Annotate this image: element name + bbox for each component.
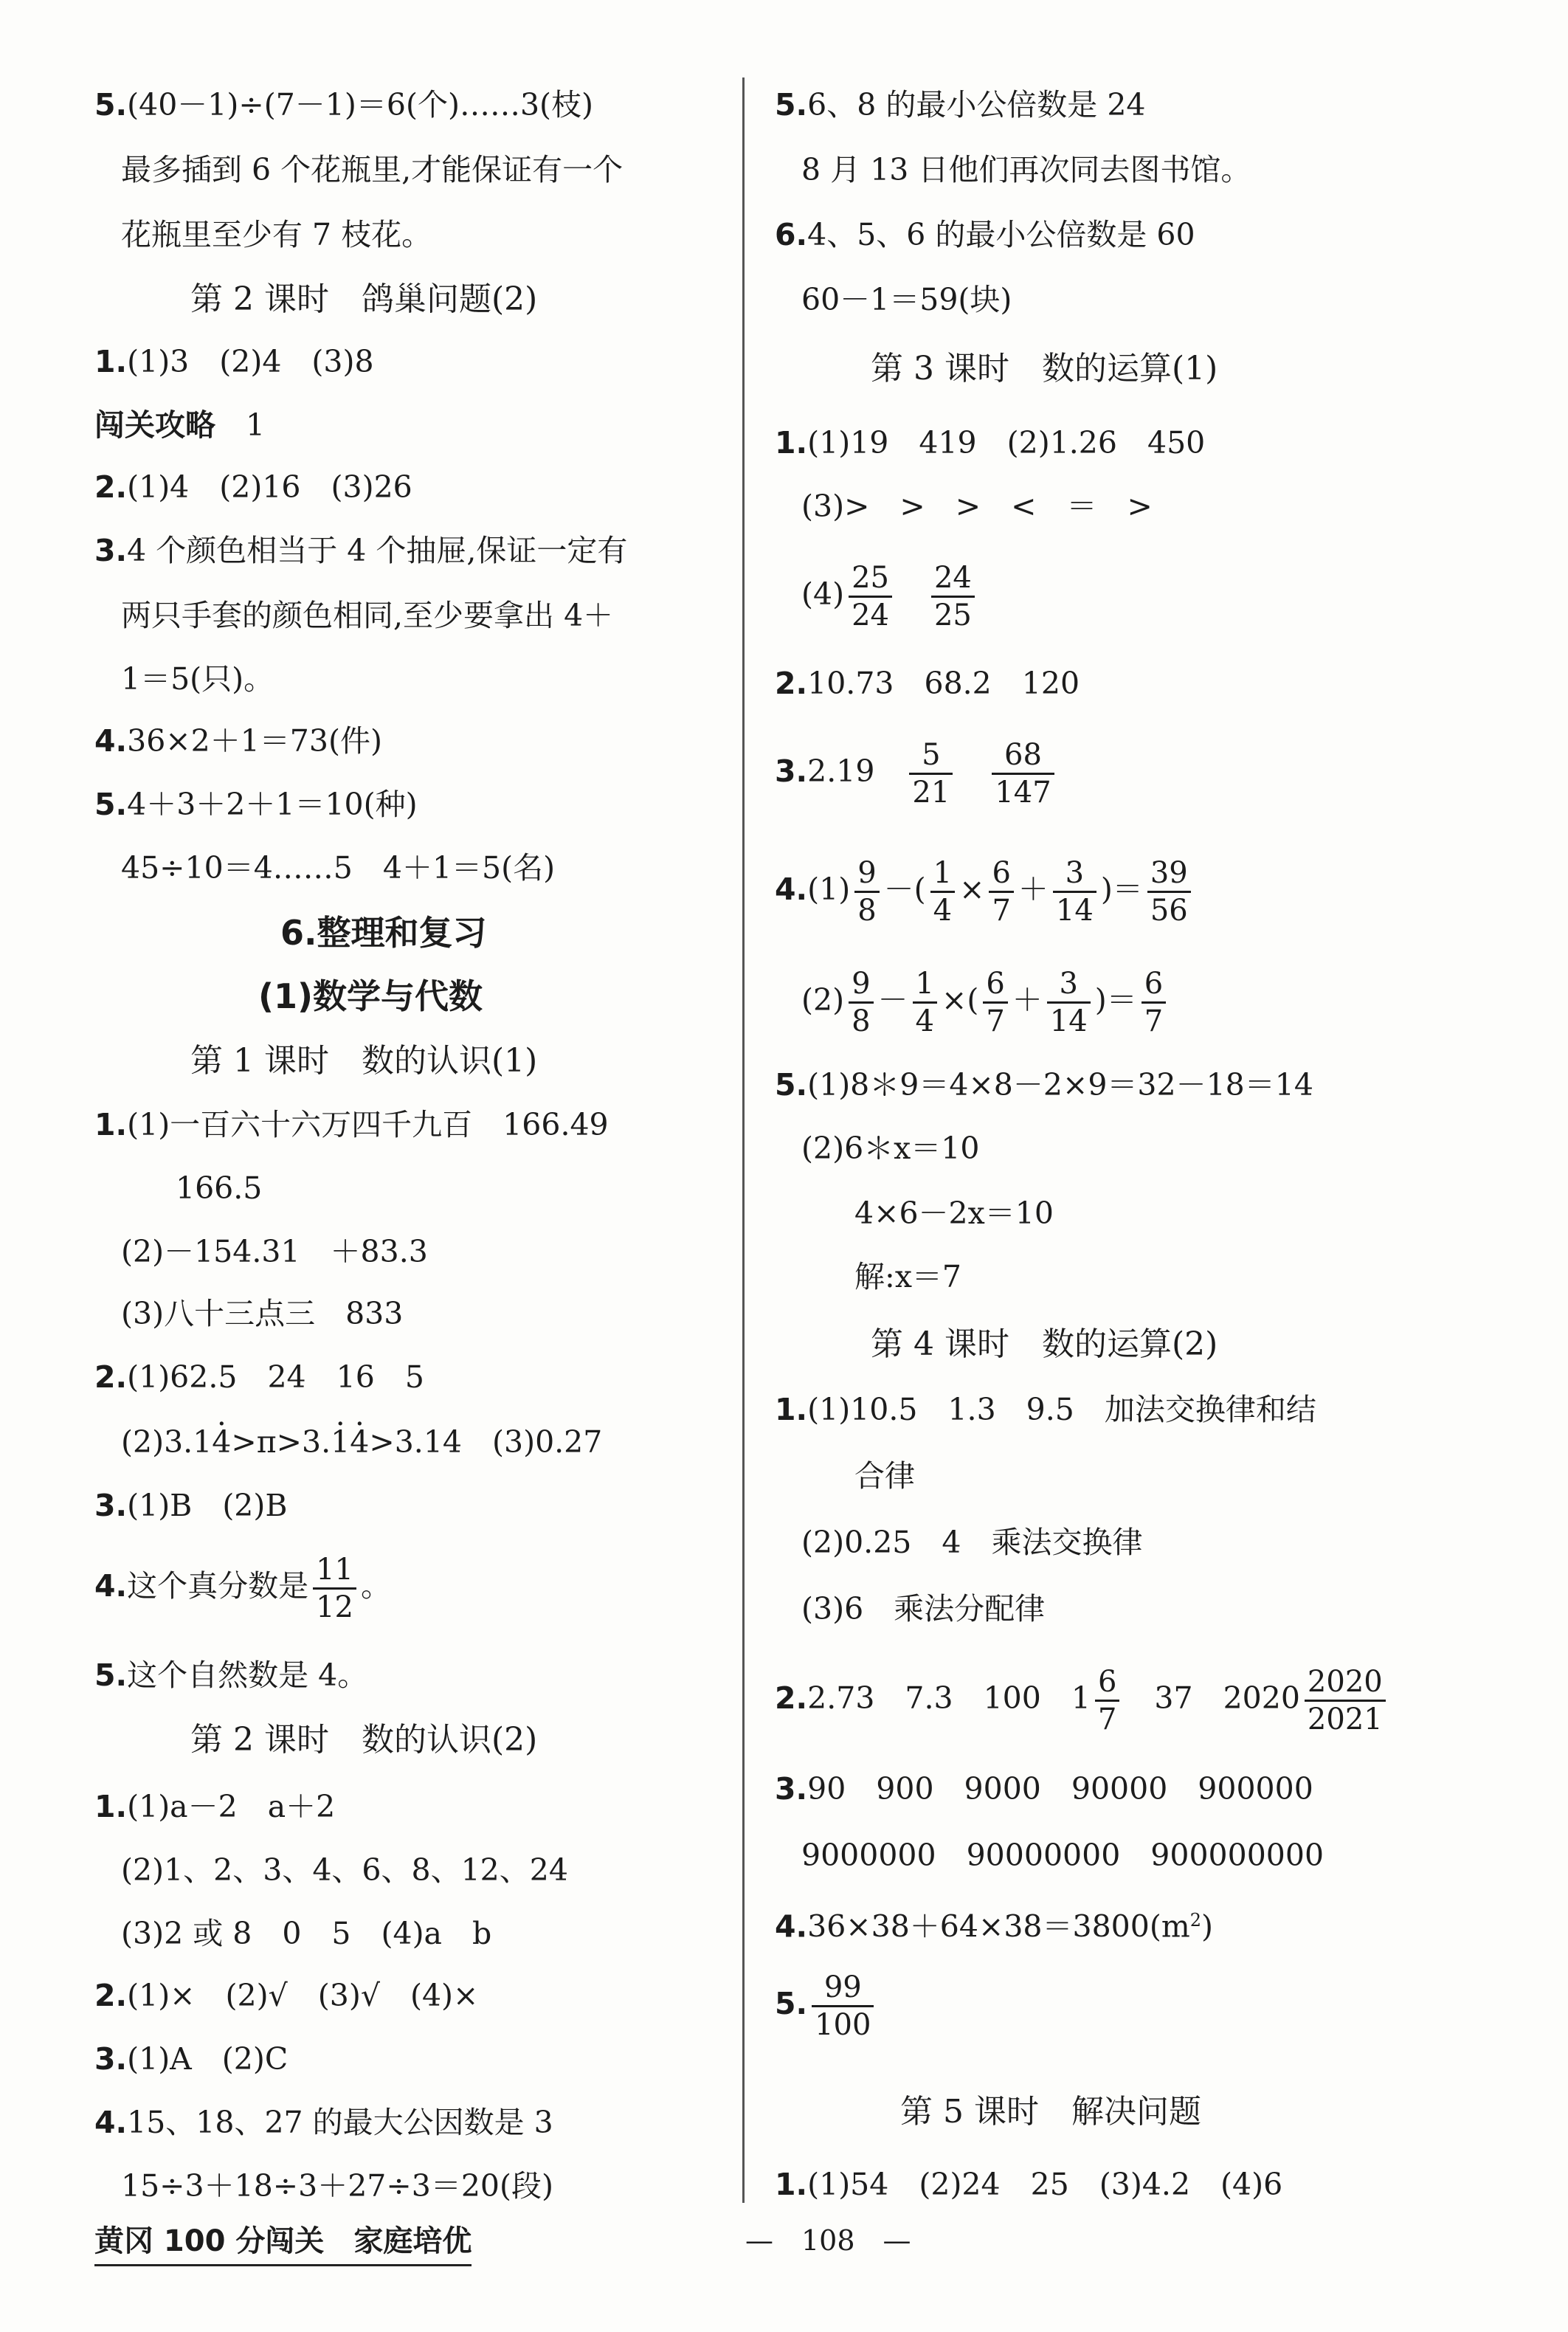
answer-line: 两只手套的颜色相同,至少要拿出 4＋ bbox=[121, 598, 614, 633]
fraction: $\frac{3}{14}$ bbox=[1047, 969, 1091, 1036]
answer-line: 3.4 个颜色相当于 4 个抽屉,保证一定有 bbox=[94, 533, 628, 568]
answer-line: 166.5 bbox=[176, 1170, 263, 1206]
answer-line: 2.(1)62.5 24 16 5 bbox=[94, 1359, 424, 1395]
answer-line: 1.(1)3 (2)4 (3)8 bbox=[94, 344, 374, 379]
answer-line: 45÷10＝4……5 4＋1＝5(名) bbox=[121, 850, 556, 886]
answer-line: (2) $\frac{9}{8}$ － $\frac{1}{4}$ ×( $\frac{6}{7}$ ＋ $\frac{3}{14}$ )＝ $\frac{6}{7}$ bbox=[801, 967, 1170, 1036]
fraction: $\frac{9}{8}$ bbox=[849, 969, 873, 1036]
fraction: $\frac{24}{25}$ bbox=[931, 563, 975, 630]
lesson-heading: 第 4 课时 数的运算(2) bbox=[871, 1325, 1218, 1363]
answer-line: (2)0.25 4 乘法交换律 bbox=[801, 1525, 1143, 1560]
answer-line: 9000000 90000000 900000000 bbox=[801, 1838, 1324, 1873]
fraction: $\frac{9}{8}$ bbox=[854, 858, 879, 925]
fraction: $\frac{25}{24}$ bbox=[849, 563, 892, 630]
fraction: $\frac{6}{7}$ bbox=[1142, 969, 1166, 1036]
answer-line: (3)八十三点三 833 bbox=[121, 1296, 404, 1331]
answer-line: 花瓶里至少有 7 枝花。 bbox=[121, 217, 432, 252]
fraction: $\frac{11}{12}$ bbox=[313, 1555, 356, 1622]
fraction: $\frac{1}{4}$ bbox=[913, 969, 937, 1036]
lesson-heading: 第 2 课时 数的认识(2) bbox=[190, 1721, 538, 1759]
answer-line: 60－1＝59(块) bbox=[801, 282, 1012, 317]
fraction: $\frac{6}{7}$ bbox=[983, 969, 1007, 1036]
answer-line: (2)6＊x＝10 bbox=[801, 1131, 980, 1166]
answer-line: 3.90 900 9000 90000 900000 bbox=[775, 1771, 1313, 1807]
answer-line: (3)2 或 8 0 5 (4)a b bbox=[121, 1916, 492, 1951]
answer-line: (2)－154.31 ＋83.3 bbox=[121, 1234, 428, 1269]
answer-line: 1.(1)19 419 (2)1.26 450 bbox=[775, 425, 1206, 460]
answer-line: $4.36\times 38+64\times 38=3800(m^2)$ bbox=[775, 1908, 1213, 1945]
fraction: $\frac{6}{7}$ bbox=[989, 858, 1013, 925]
chapter-heading: 6.整理和复习 bbox=[280, 913, 487, 953]
fraction: $\frac{3}{14}$ bbox=[1053, 858, 1096, 925]
answer-line: 6.4、5、6 的最小公倍数是 60 bbox=[775, 217, 1195, 252]
tip-line: 闯关攻略 1 bbox=[94, 407, 266, 443]
fraction: $\frac{5}{21}$ bbox=[909, 740, 953, 807]
answer-line: 1.(1)a－2 a＋2 bbox=[94, 1789, 336, 1824]
answer-line: 1＝5(只)。 bbox=[121, 661, 274, 697]
answer-line: 3.2.19 $\frac{5}{21}$ $\frac{68}{147}$ bbox=[775, 738, 1059, 807]
fraction: $\frac{39}{56}$ bbox=[1147, 858, 1191, 925]
answer-line: (2)3.14 ·>π>3.1 ·4 ·>3.14 (3)0.27 bbox=[121, 1420, 602, 1464]
answer-line: 1.(1)10.5 1.3 9.5 加法交换律和结 bbox=[775, 1392, 1316, 1427]
fraction: $\frac{1}{4}$ bbox=[930, 858, 955, 925]
answer-line: 4.15、18、27 的最大公因数是 3 bbox=[94, 2105, 553, 2140]
answer-line: 4×6－2x＝10 bbox=[854, 1196, 1054, 1231]
fraction: $\frac{68}{147}$ bbox=[992, 740, 1054, 807]
answer-line: 4.(1) $\frac{9}{8}$ －( $\frac{1}{4}$ × $\frac{6}{7}$ ＋ $\frac{3}{14}$ )＝ $\frac{39}{56}$ bbox=[775, 856, 1195, 925]
answer-line: 3.(1)A (2)C bbox=[94, 2041, 289, 2077]
fraction: $\frac{2020}{2021}$ bbox=[1305, 1667, 1386, 1734]
answer-line: 4.这个真分数是 $\frac{11}{12}$ 。 bbox=[94, 1553, 392, 1624]
answer-line: 5. $\frac{99}{100}$ bbox=[775, 1970, 878, 2040]
answer-line: 最多插到 6 个花瓶里,才能保证有一个 bbox=[121, 152, 624, 187]
answer-line: 1.(1)一百六十六万四千九百 166.49 bbox=[94, 1107, 609, 1142]
answer-line: 5.(40－1)÷(7－1)＝6(个)……3(枝) bbox=[94, 87, 594, 123]
answer-line: 3.(1)B (2)B bbox=[94, 1488, 288, 1523]
lesson-heading: 第 3 课时 数的运算(1) bbox=[871, 350, 1218, 387]
page-number: — 108 — bbox=[745, 2224, 911, 2257]
lesson-heading: 第 5 课时 解决问题 bbox=[900, 2093, 1201, 2131]
answer-line: 5.(1)8＊9＝4×8－2×9＝32－18＝14 bbox=[775, 1067, 1313, 1103]
lesson-heading: 第 2 课时 鸽巢问题(2) bbox=[190, 280, 538, 318]
answer-line: (3)> > > < ＝ > bbox=[801, 489, 1153, 524]
answer-line: 2.10.73 68.2 120 bbox=[775, 666, 1080, 701]
answer-line: 1.(1)54 (2)24 25 (3)4.2 (4)6 bbox=[775, 2167, 1283, 2202]
column-divider bbox=[742, 77, 745, 2203]
answer-line: 8 月 13 日他们再次同去图书馆。 bbox=[801, 152, 1251, 187]
answer-line: 2.(1)× (2)√ (3)√ (4)× bbox=[94, 1978, 479, 2013]
answer-line: (3)6 乘法分配律 bbox=[801, 1591, 1046, 1626]
answer-line: (2)1、2、3、4、6、8、12、24 bbox=[121, 1852, 568, 1888]
answer-line: 2.(1)4 (2)16 (3)26 bbox=[94, 469, 412, 505]
answer-line: 5.这个自然数是 4。 bbox=[94, 1657, 368, 1693]
answer-line: 4.36×2＋1＝73(件) bbox=[94, 723, 382, 759]
section-heading: (1)数学与代数 bbox=[258, 976, 483, 1016]
lesson-heading: 第 1 课时 数的认识(1) bbox=[190, 1042, 538, 1080]
fraction: $\frac{6}{7}$ bbox=[1095, 1667, 1119, 1734]
answer-line: 5.4＋3＋2＋1＝10(种) bbox=[94, 787, 418, 822]
answer-line: 合律 bbox=[854, 1458, 915, 1494]
footer-brand: 黄冈 100 分闯关 家庭培优 bbox=[94, 2218, 472, 2266]
answer-line: 5.6、8 的最小公倍数是 24 bbox=[775, 87, 1146, 123]
answer-line: 2.2.73 7.3 100 1 $\frac{6}{7}$ 37 2020 $\frac{2020}{2021}$ bbox=[775, 1665, 1390, 1734]
answer-line: 解:x＝7 bbox=[854, 1259, 962, 1294]
answer-line: 15÷3＋18÷3＋27÷3＝20(段) bbox=[121, 2168, 553, 2204]
fraction: $\frac{99}{100}$ bbox=[812, 1973, 874, 2040]
answer-line: (4) $\frac{25}{24}$ $\frac{24}{25}$ bbox=[801, 561, 979, 630]
